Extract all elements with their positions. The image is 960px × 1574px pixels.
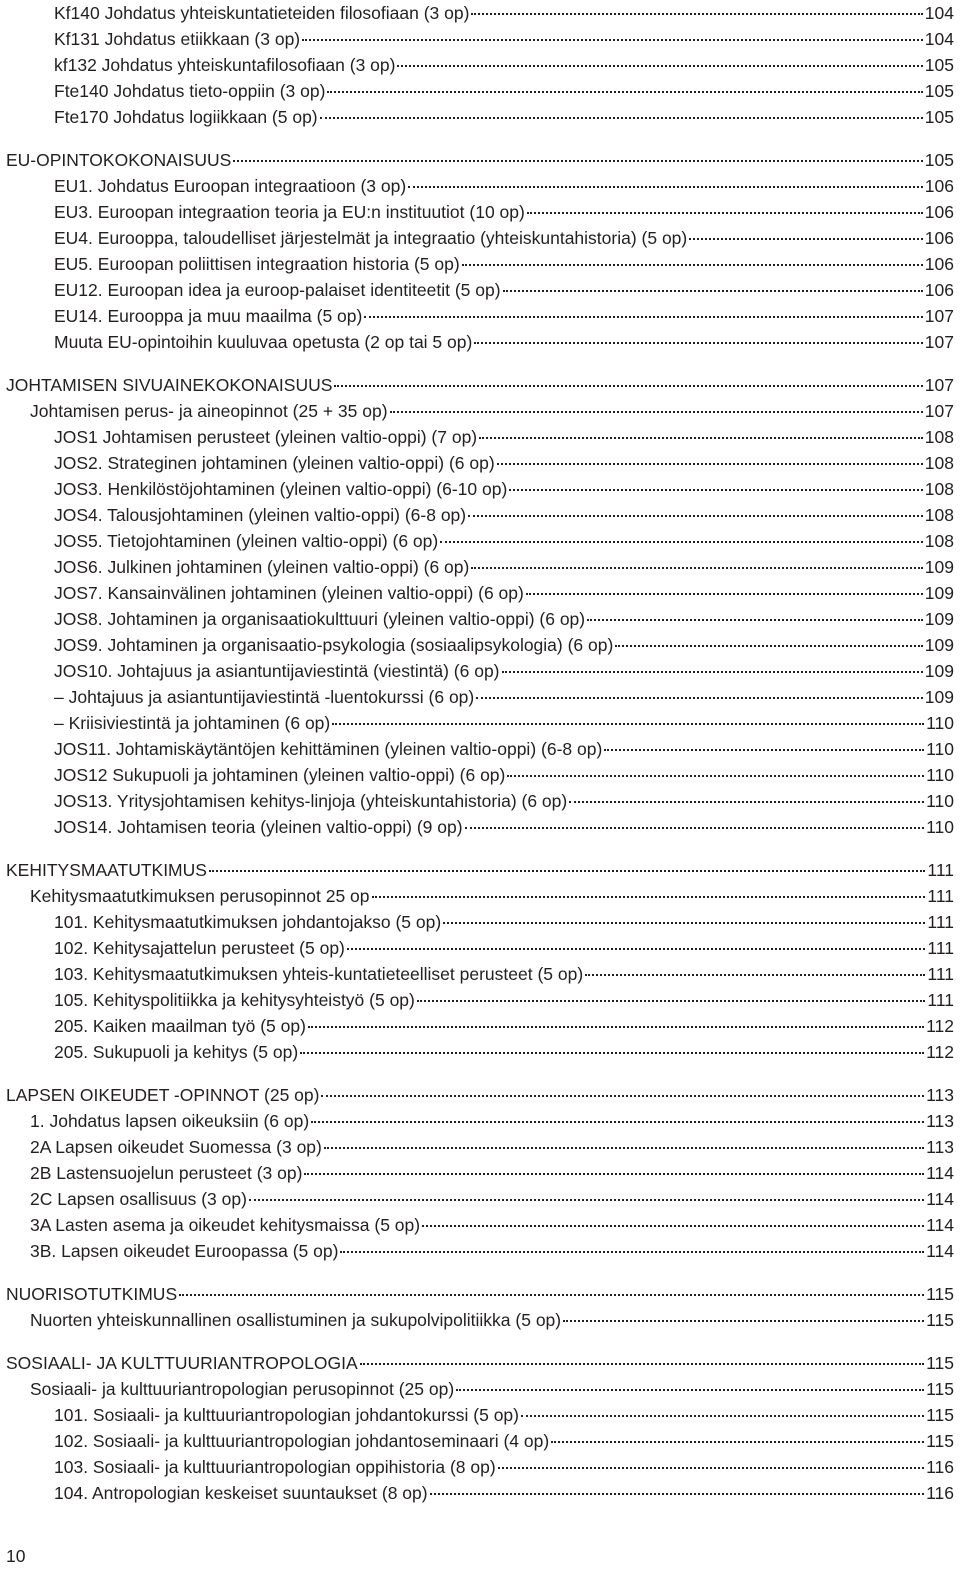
toc-entry bbox=[0, 736, 960, 762]
toc-entry bbox=[0, 277, 960, 303]
toc-entry-title: 103. Sosiaali- ja kulttuuriantropologian oppihistoria (8 op) bbox=[54, 1457, 496, 1477]
toc-entry-title: Fte140 Johdatus tieto-oppiin (3 op) bbox=[54, 81, 326, 101]
toc-entry-title: EU12. Euroopan idea ja euroop-palaiset identiteetit (5 op) bbox=[54, 280, 501, 300]
toc-section bbox=[0, 1082, 960, 1264]
dot-leader bbox=[417, 1000, 926, 1002]
dot-leader bbox=[521, 1415, 924, 1417]
toc-entry-title: JOS13. Yritysjohtamisen kehitys-linjoja (yhteiskuntahistoria) (6 op) bbox=[54, 791, 568, 811]
toc-entry-title: JOS7. Kansainvälinen johtaminen (yleinen valtio-oppi) (6 op) bbox=[54, 583, 524, 603]
toc-entry-title: 103. Kehitysmaatutkimuksen yhteis-kuntatieteelliset perusteet (5 op) bbox=[54, 964, 584, 984]
toc-entry-page: 104 bbox=[924, 29, 954, 49]
toc-entry-title: JOS3. Henkilöstöjohtaminen (yleinen valtio-oppi) (6-10 op) bbox=[54, 479, 508, 499]
toc-entry-title: Muuta EU-opintoihin kuuluvaa opetusta (2 op tai 5 op) bbox=[54, 332, 473, 352]
toc-entry bbox=[0, 424, 960, 450]
toc-entry bbox=[0, 1212, 960, 1238]
toc-entry bbox=[0, 173, 960, 199]
toc-entry-page: 106 bbox=[924, 254, 954, 274]
toc-entry bbox=[0, 1480, 960, 1506]
toc-entry-title: KEHITYSMAATUTKIMUS bbox=[6, 860, 207, 880]
toc-entry-page: 114 bbox=[926, 1241, 954, 1261]
dot-leader bbox=[179, 1294, 924, 1296]
toc-entry-title: 3A Lasten asema ja oikeudet kehitysmaissa (5 op) bbox=[30, 1215, 421, 1235]
toc-entry-page: 111 bbox=[927, 964, 954, 984]
toc-entry-title: 2A Lapsen oikeudet Suomessa (3 op) bbox=[30, 1137, 322, 1157]
toc-entry-title: JOS9. Johtaminen ja organisaatio-psykologia (sosiaalipsykologia) (6 op) bbox=[54, 635, 614, 655]
toc-entry-title: Kf131 Johdatus etiikkaan (3 op) bbox=[54, 29, 301, 49]
toc-entry-page: 110 bbox=[926, 791, 954, 811]
toc-entry-title: EU1. Johdatus Euroopan integraatioon (3 op) bbox=[54, 176, 407, 196]
toc-entry-page: 112 bbox=[926, 1042, 954, 1062]
toc-entry-title: JOS11. Johtamiskäytäntöjen kehittäminen (yleinen valtio-oppi) (6-8 op) bbox=[54, 739, 603, 759]
dot-leader bbox=[502, 671, 923, 673]
toc-entry-page: 110 bbox=[926, 817, 954, 837]
dot-leader bbox=[300, 1052, 924, 1054]
dot-leader bbox=[209, 870, 925, 872]
toc-entry bbox=[0, 814, 960, 840]
toc-entry-page: 108 bbox=[924, 427, 954, 447]
toc-entry bbox=[0, 580, 960, 606]
toc-entry-title: JOHTAMISEN SIVUAINEKOKONAISUUS bbox=[6, 375, 333, 395]
toc-entry-page: 107 bbox=[924, 332, 954, 352]
toc-section bbox=[0, 147, 960, 355]
toc-entry bbox=[0, 1039, 960, 1065]
toc-entry bbox=[0, 554, 960, 580]
toc-entry-title: 2B Lastensuojelun perusteet (3 op) bbox=[30, 1163, 303, 1183]
toc-entry-page: 113 bbox=[926, 1085, 954, 1105]
toc-entry-page: 109 bbox=[924, 687, 954, 707]
dot-leader bbox=[422, 1225, 924, 1227]
dot-leader bbox=[509, 489, 923, 491]
toc-entry bbox=[0, 961, 960, 987]
dot-leader bbox=[563, 1320, 924, 1322]
toc-entry-title: EU5. Euroopan poliittisen integraation historia (5 op) bbox=[54, 254, 460, 274]
toc-entry-page: 110 bbox=[926, 739, 954, 759]
toc-entry bbox=[0, 450, 960, 476]
toc-entry-page: 113 bbox=[926, 1111, 954, 1131]
toc-entry-title: JOS2. Strateginen johtaminen (yleinen valtio-oppi) (6 op) bbox=[54, 453, 495, 473]
toc-entry bbox=[0, 52, 960, 78]
dot-leader bbox=[471, 13, 922, 15]
toc-entry bbox=[0, 909, 960, 935]
dot-leader bbox=[302, 39, 923, 41]
toc-entry-title: 102. Sosiaali- ja kulttuuriantropologian johdantoseminaari (4 op) bbox=[54, 1431, 550, 1451]
toc-entry bbox=[0, 658, 960, 684]
toc-section bbox=[0, 372, 960, 840]
toc-entry-page: 110 bbox=[926, 765, 954, 785]
dot-leader bbox=[689, 238, 923, 240]
toc-entry-page: 106 bbox=[924, 228, 954, 248]
toc-section bbox=[0, 1281, 960, 1333]
dot-leader bbox=[443, 922, 925, 924]
toc-entry-page: 108 bbox=[924, 453, 954, 473]
dot-leader bbox=[440, 541, 923, 543]
toc-entry-title: EU4. Eurooppa, taloudelliset järjestelmät ja integraatio (yhteiskuntahistoria) (5 op) bbox=[54, 228, 688, 248]
toc-entry bbox=[0, 762, 960, 788]
toc-entry bbox=[0, 684, 960, 710]
toc-entry-title: JOS6. Julkinen johtaminen (yleinen valtio-oppi) (6 op) bbox=[54, 557, 470, 577]
toc-entry-title: 205. Kaiken maailman työ (5 op) bbox=[54, 1016, 306, 1036]
dot-leader bbox=[308, 1026, 924, 1028]
dot-leader bbox=[430, 1493, 925, 1495]
toc-entry bbox=[0, 1134, 960, 1160]
dot-leader bbox=[327, 91, 922, 93]
dot-leader bbox=[507, 775, 924, 777]
dot-leader bbox=[456, 1389, 924, 1391]
toc-entry-title: 101. Sosiaali- ja kulttuuriantropologian johdantokurssi (5 op) bbox=[54, 1405, 519, 1425]
toc-entry-title: Kf140 Johdatus yhteiskuntatieteiden filosofiaan (3 op) bbox=[54, 3, 470, 23]
toc-entry-page: 111 bbox=[927, 912, 954, 932]
toc-entry bbox=[0, 104, 960, 130]
toc-entry-page: 109 bbox=[924, 583, 954, 603]
toc-entry-title: JOS8. Johtaminen ja organisaatiokulttuuri (yleinen valtio-oppi) (6 op) bbox=[54, 609, 586, 629]
dot-leader bbox=[585, 974, 925, 976]
dot-leader bbox=[397, 65, 922, 67]
dot-leader bbox=[324, 1147, 924, 1149]
dot-leader bbox=[408, 186, 923, 188]
dot-leader bbox=[471, 567, 922, 569]
dot-leader bbox=[615, 645, 922, 647]
toc-entry bbox=[0, 1428, 960, 1454]
toc-entry-title: Nuorten yhteiskunnallinen osallistuminen ja sukupolvipolitiikka (5 op) bbox=[30, 1310, 562, 1330]
toc-entry-page: 107 bbox=[924, 401, 954, 421]
toc-entry-page: 110 bbox=[926, 713, 954, 733]
toc-entry-page: 107 bbox=[924, 306, 954, 326]
toc-entry bbox=[0, 1307, 960, 1333]
toc-entry bbox=[0, 1186, 960, 1212]
toc-entry-page: 106 bbox=[924, 280, 954, 300]
toc-entry bbox=[0, 476, 960, 502]
toc-entry-page: 114 bbox=[926, 1163, 954, 1183]
dot-leader bbox=[233, 160, 923, 162]
dot-leader bbox=[462, 264, 923, 266]
toc-entry bbox=[0, 303, 960, 329]
toc-entry-page: 108 bbox=[924, 505, 954, 525]
dot-leader bbox=[249, 1199, 924, 1201]
dot-leader bbox=[569, 801, 924, 803]
toc-entry-title: 205. Sukupuoli ja kehitys (5 op) bbox=[54, 1042, 299, 1062]
toc-entry-title: JOS10. Johtajuus ja asiantuntijaviestintä (viestintä) (6 op) bbox=[54, 661, 500, 681]
toc-entry-title: EU3. Euroopan integraation teoria ja EU:n instituutiot (10 op) bbox=[54, 202, 525, 222]
toc-entry-page: 108 bbox=[924, 479, 954, 499]
dot-leader bbox=[311, 1121, 924, 1123]
toc-entry bbox=[0, 883, 960, 909]
toc-entry bbox=[0, 26, 960, 52]
toc-entry-page: 105 bbox=[924, 107, 954, 127]
toc-entry-page: 116 bbox=[926, 1483, 954, 1503]
dot-leader bbox=[604, 749, 924, 751]
toc-entry-title: Kehitysmaatutkimuksen perusopinnot 25 op bbox=[30, 886, 370, 906]
dot-leader bbox=[503, 290, 923, 292]
dot-leader bbox=[527, 212, 923, 214]
toc-entry-page: 105 bbox=[924, 150, 954, 170]
dot-leader bbox=[526, 593, 923, 595]
toc-entry-title: kf132 Johdatus yhteiskuntafilosofiaan (3 op) bbox=[54, 55, 396, 75]
toc-entry-title: JOS5. Tietojohtaminen (yleinen valtio-oppi) (6 op) bbox=[54, 531, 439, 551]
toc-heading bbox=[0, 147, 960, 173]
toc-entry-title: JOS1 Johtamisen perusteet (yleinen valtio-oppi) (7 op) bbox=[54, 427, 478, 447]
toc-entry-title: – Johtajuus ja asiantuntijaviestintä -luentokurssi (6 op) bbox=[54, 687, 475, 707]
dot-leader bbox=[332, 723, 924, 725]
dot-leader bbox=[474, 342, 922, 344]
dot-leader bbox=[468, 515, 923, 517]
toc-entry-page: 109 bbox=[924, 609, 954, 629]
toc-entry bbox=[0, 710, 960, 736]
toc-entry bbox=[0, 987, 960, 1013]
toc-entry-page: 115 bbox=[926, 1284, 954, 1304]
dot-leader bbox=[334, 385, 922, 387]
toc-entry-page: 112 bbox=[926, 1016, 954, 1036]
toc-entry-title: 3B. Lapsen oikeudet Euroopassa (5 op) bbox=[30, 1241, 339, 1261]
dot-leader bbox=[476, 697, 923, 699]
toc-entry-title: Johtamisen perus- ja aineopinnot (25 + 35 op) bbox=[30, 401, 388, 421]
toc-heading bbox=[0, 1082, 960, 1108]
toc-entry-page: 106 bbox=[924, 176, 954, 196]
dot-leader bbox=[498, 1467, 924, 1469]
toc-entry-title: 104. Antropologian keskeiset suuntaukset (8 op) bbox=[54, 1483, 428, 1503]
toc-entry-page: 105 bbox=[924, 81, 954, 101]
toc-entry-title: Fte170 Johdatus logiikkaan (5 op) bbox=[54, 107, 318, 127]
dot-leader bbox=[321, 1095, 924, 1097]
toc-entry bbox=[0, 1013, 960, 1039]
toc-entry bbox=[0, 1454, 960, 1480]
toc-entry-title: LAPSEN OIKEUDET -OPINNOT (25 op) bbox=[6, 1085, 320, 1105]
toc-entry bbox=[0, 632, 960, 658]
toc-entry-page: 109 bbox=[924, 635, 954, 655]
dot-leader bbox=[497, 463, 923, 465]
dot-leader bbox=[372, 896, 926, 898]
toc-entry-title: EU14. Eurooppa ja muu maailma (5 op) bbox=[54, 306, 363, 326]
dot-leader bbox=[551, 1441, 924, 1443]
toc-entry-page: 107 bbox=[924, 375, 954, 395]
toc-entry-page: 115 bbox=[926, 1379, 954, 1399]
toc-entry-title: NUORISOTUTKIMUS bbox=[6, 1284, 178, 1304]
toc-entry-page: 114 bbox=[926, 1189, 954, 1209]
toc-entry-title: 2C Lapsen osallisuus (3 op) bbox=[30, 1189, 247, 1209]
toc-entry-title: EU-OPINTOKOKONAISUUS bbox=[6, 150, 232, 170]
toc-entry-page: 114 bbox=[926, 1215, 954, 1235]
toc-entry bbox=[0, 502, 960, 528]
toc-heading bbox=[0, 1281, 960, 1307]
dot-leader bbox=[390, 411, 923, 413]
dot-leader bbox=[364, 316, 922, 318]
toc-entry-page: 116 bbox=[926, 1457, 954, 1477]
toc-entry bbox=[0, 78, 960, 104]
dot-leader bbox=[360, 1363, 924, 1365]
toc-entry bbox=[0, 199, 960, 225]
toc-heading bbox=[0, 1350, 960, 1376]
toc-entry-page: 105 bbox=[924, 55, 954, 75]
toc-entry bbox=[0, 935, 960, 961]
toc-entry bbox=[0, 1160, 960, 1186]
toc-entry-title: 105. Kehityspolitiikka ja kehitysyhteistyö (5 op) bbox=[54, 990, 415, 1010]
dot-leader bbox=[320, 117, 923, 119]
toc-entry-page: 115 bbox=[926, 1405, 954, 1425]
toc-heading bbox=[0, 372, 960, 398]
toc-entry-page: 111 bbox=[927, 990, 954, 1010]
toc-entry-title: SOSIAALI- JA KULTTUURIANTROPOLOGIA bbox=[6, 1353, 358, 1373]
toc-entry-page: 111 bbox=[927, 886, 954, 906]
dot-leader bbox=[465, 827, 925, 829]
toc-entry bbox=[0, 606, 960, 632]
toc-entry-page: 115 bbox=[926, 1431, 954, 1451]
dot-leader bbox=[304, 1173, 924, 1175]
toc-entry-page: 109 bbox=[924, 661, 954, 681]
toc-entry-page: 104 bbox=[924, 3, 954, 23]
toc-entry bbox=[0, 1402, 960, 1428]
dot-leader bbox=[347, 948, 926, 950]
toc-entry-title: Sosiaali- ja kulttuuriantropologian perusopinnot (25 op) bbox=[30, 1379, 455, 1399]
dot-leader bbox=[340, 1251, 924, 1253]
toc-entry bbox=[0, 1376, 960, 1402]
toc-entry-page: 115 bbox=[926, 1353, 954, 1373]
toc-entry-title: 1. Johdatus lapsen oikeuksiin (6 op) bbox=[30, 1111, 310, 1131]
toc-entry bbox=[0, 251, 960, 277]
toc-entry-page: 113 bbox=[926, 1137, 954, 1157]
toc-entry bbox=[0, 1108, 960, 1134]
toc-entry-title: JOS4. Talousjohtaminen (yleinen valtio-oppi) (6-8 op) bbox=[54, 505, 467, 525]
toc-entry bbox=[0, 1238, 960, 1264]
page-number: 10 bbox=[6, 1546, 26, 1566]
toc-section bbox=[0, 857, 960, 1065]
toc-entry-title: 101. Kehitysmaatutkimuksen johdantojakso (5 op) bbox=[54, 912, 442, 932]
toc-entry-page: 109 bbox=[924, 557, 954, 577]
toc-entry-title: – Kriisiviestintä ja johtaminen (6 op) bbox=[54, 713, 331, 733]
toc-entry-page: 111 bbox=[927, 938, 954, 958]
toc-section bbox=[0, 1350, 960, 1506]
toc-entry bbox=[0, 528, 960, 554]
toc-entry bbox=[0, 225, 960, 251]
dot-leader bbox=[587, 619, 923, 621]
toc-entry-page: 111 bbox=[927, 860, 954, 880]
toc-entry bbox=[0, 788, 960, 814]
dot-leader bbox=[479, 437, 923, 439]
toc-section bbox=[0, 0, 960, 130]
toc-entry-title: JOS14. Johtamisen teoria (yleinen valtio-oppi) (9 op) bbox=[54, 817, 463, 837]
toc-entry bbox=[0, 0, 960, 26]
toc-entry bbox=[0, 398, 960, 424]
toc-entry-page: 108 bbox=[924, 531, 954, 551]
toc-entry-title: JOS12 Sukupuoli ja johtaminen (yleinen valtio-oppi) (6 op) bbox=[54, 765, 506, 785]
toc-entry bbox=[0, 329, 960, 355]
toc-entry-page: 115 bbox=[926, 1310, 954, 1330]
toc-entry-page: 106 bbox=[924, 202, 954, 222]
toc-heading bbox=[0, 857, 960, 883]
toc-entry-title: 102. Kehitysajattelun perusteet (5 op) bbox=[54, 938, 345, 958]
